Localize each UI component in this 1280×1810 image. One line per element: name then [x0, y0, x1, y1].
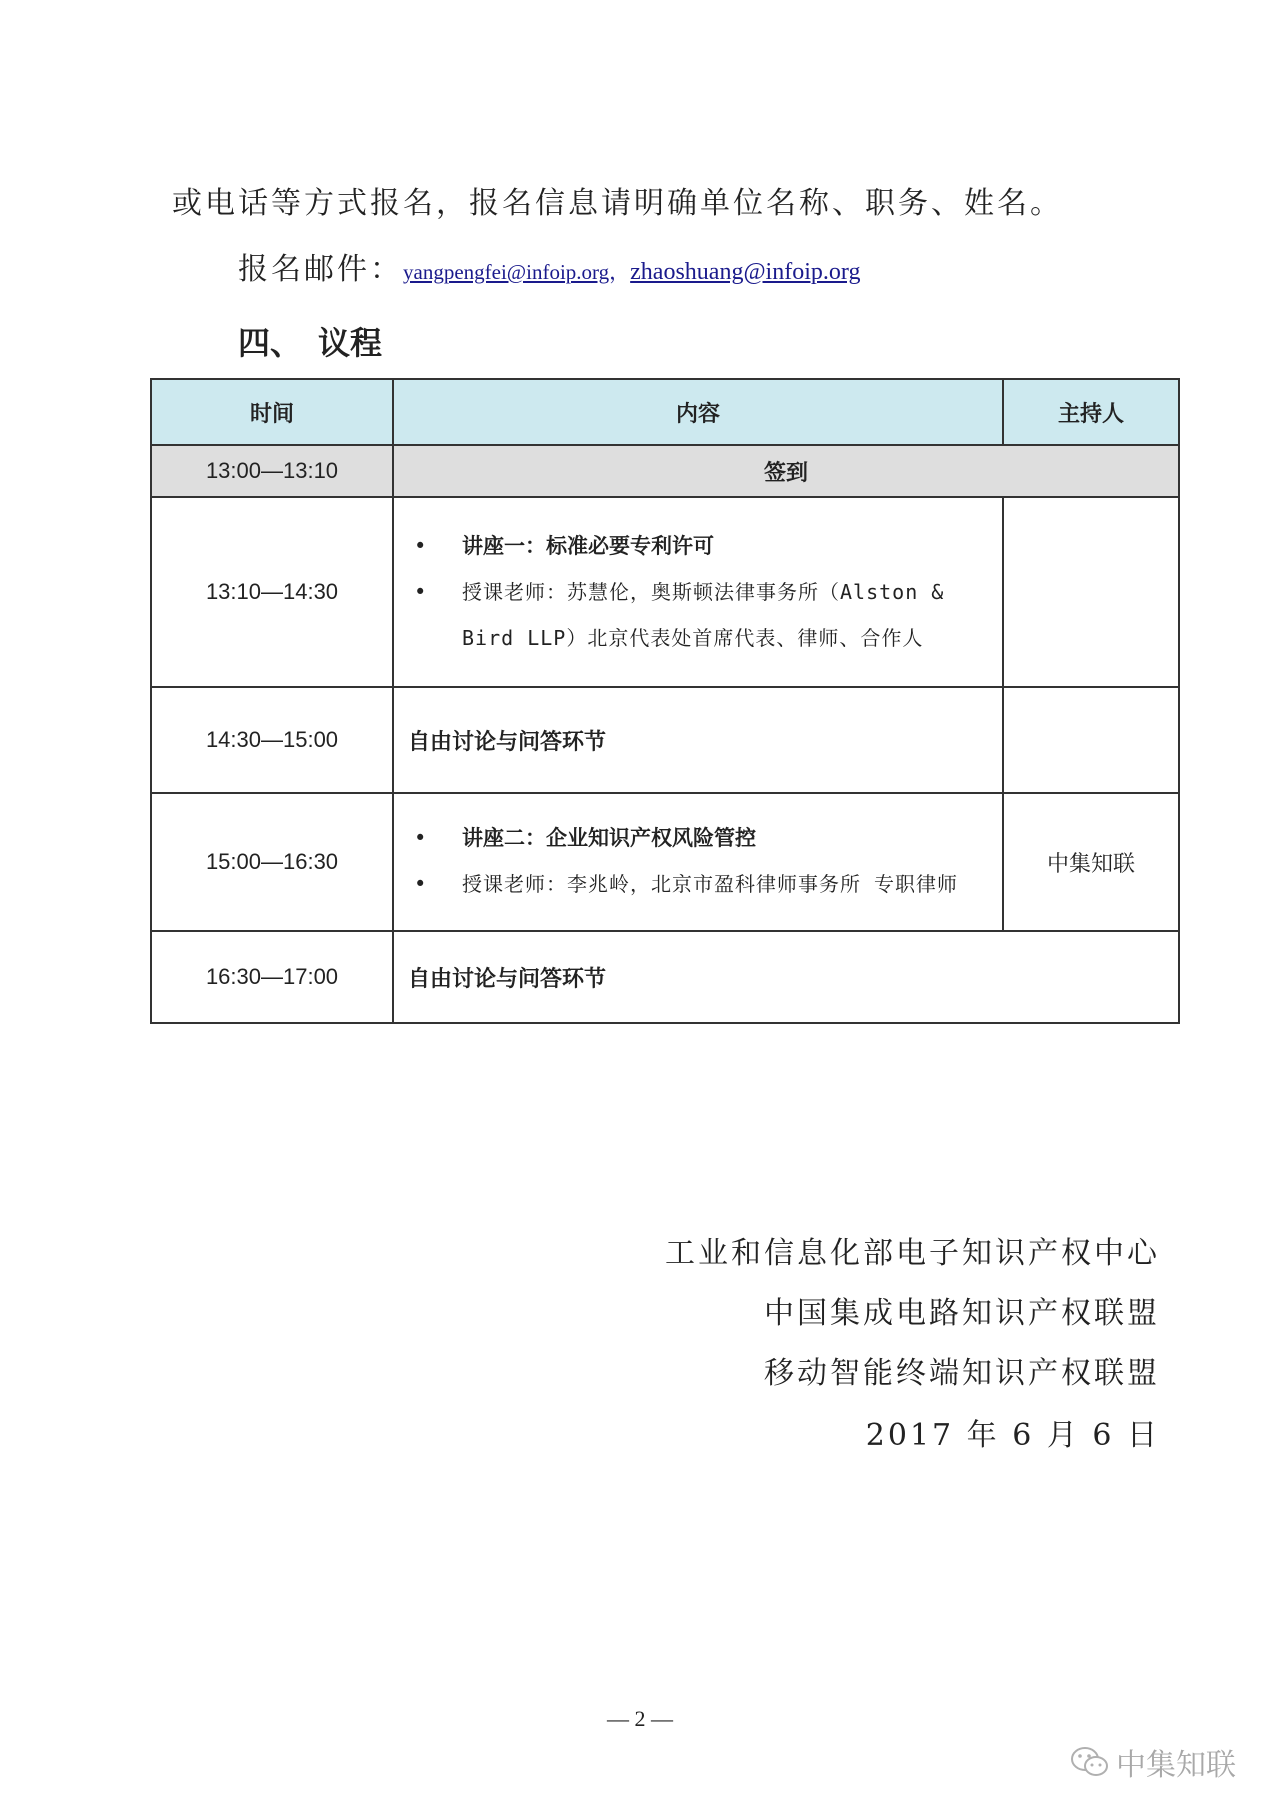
agenda-table — [150, 378, 1180, 1024]
watermark — [1070, 1740, 1236, 1784]
signin-cell: 签到 — [393, 445, 1179, 497]
page-number: — 2 — — [607, 1706, 673, 1731]
time-cell: 15:00—16:30 — [151, 793, 393, 931]
signature-org-3: 移动智能终端知识产权联盟 — [764, 1356, 1160, 1391]
lecture-title-item — [406, 815, 990, 861]
section-heading — [238, 318, 382, 364]
header-host: 主持人 — [1003, 379, 1179, 445]
time-cell: 14:30—15:00 — [151, 687, 393, 793]
teacher-info: 授课老师：苏慧伦，奥斯顿法律事务所（Alston & Bird LLP）北京代表处首席代表、律师、合作人 — [462, 580, 945, 650]
bullet-icon: • — [414, 826, 427, 850]
wechat-icon — [1070, 1745, 1110, 1779]
lecture-title: 讲座二：企业知识产权风险管控 — [462, 826, 756, 850]
signature-date: 2017 年 6 月 6 日 — [865, 1418, 1160, 1453]
table-row — [151, 497, 1179, 687]
content-cell — [393, 793, 1003, 931]
bullet-icon: • — [414, 872, 427, 896]
section-title: 议程 — [318, 324, 383, 362]
content-cell: 自由讨论与问答环节 — [393, 687, 1003, 793]
header-time: 时间 — [151, 379, 393, 445]
lecture-title: 讲座一：标准必要专利许可 — [462, 534, 714, 558]
content-cell — [393, 497, 1003, 687]
table-row — [151, 687, 1179, 793]
table-row — [151, 931, 1179, 1023]
email-link-2[interactable]: zhaoshuang@infoip.org — [630, 259, 861, 285]
host-cell: 中集知联 — [1003, 793, 1179, 931]
signature-org-2: 中国集成电路知识产权联盟 — [764, 1296, 1160, 1331]
host-cell-empty — [1003, 497, 1179, 687]
email-link-1[interactable]: yangpengfei@infoip.org — [403, 260, 610, 284]
table-row — [151, 793, 1179, 931]
header-content: 内容 — [393, 379, 1003, 445]
watermark-text: 中集知联 — [1116, 1748, 1236, 1783]
content-cell: 自由讨论与问答环节 — [393, 931, 1179, 1023]
email-label: 报名邮件： — [238, 252, 403, 287]
time-cell: 13:10—14:30 — [151, 497, 393, 687]
host-cell-empty — [1003, 687, 1179, 793]
intro-paragraph: 或电话等方式报名，报名信息请明确单位名称、职务、姓名。 — [172, 186, 1063, 221]
time-cell: 16:30—17:00 — [151, 931, 393, 1023]
bullet-icon: • — [414, 534, 427, 558]
table-row-signin — [151, 445, 1179, 497]
signature-org-1: 工业和信息化部电子知识产权中心 — [665, 1236, 1160, 1271]
email-line — [238, 244, 860, 288]
teacher-item — [406, 569, 990, 661]
teacher-item — [406, 861, 990, 907]
section-number: 四、 — [238, 324, 303, 362]
bullet-icon: • — [414, 580, 427, 604]
email-separator: ， — [609, 260, 631, 284]
lecture-title-item — [406, 523, 990, 569]
time-cell: 13:00—13:10 — [151, 445, 393, 497]
table-header-row — [151, 379, 1179, 445]
teacher-info: 授课老师：李兆岭，北京市盈科律师事务所 专职律师 — [462, 872, 959, 896]
